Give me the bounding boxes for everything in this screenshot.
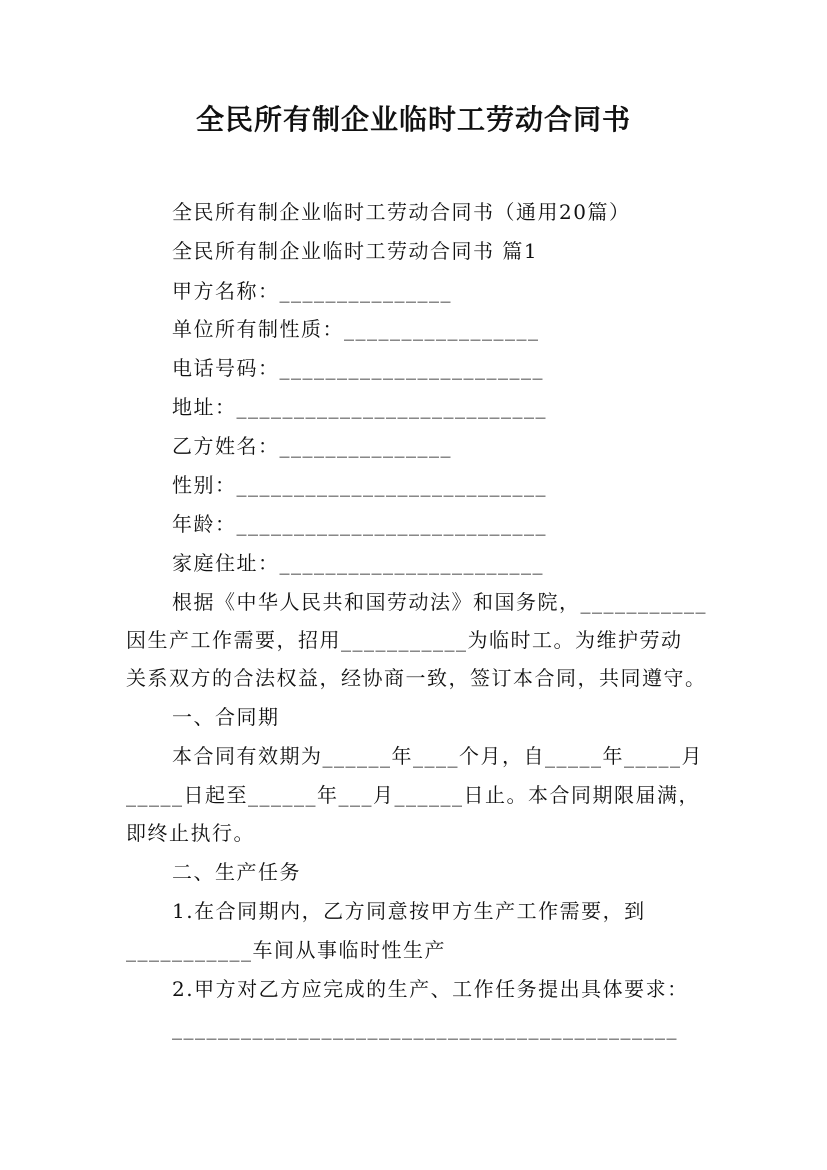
field-age: 年龄：___________________________ [172, 512, 547, 536]
document-subtitle: 全民所有制企业临时工劳动合同书（通用20篇） [172, 200, 631, 224]
document-title: 全民所有制企业临时工劳动合同书 [195, 103, 631, 136]
paragraph-task-1-line-2: ___________车间从事临时性生产 [126, 938, 446, 962]
field-party-b-name: 乙方姓名：_______________ [172, 434, 452, 458]
section-heading-contract-term: 一、合同期 [172, 705, 280, 729]
field-address: 地址：___________________________ [172, 395, 547, 419]
paragraph-task-2-line-1: 2.甲方对乙方应完成的生产、工作任务提出具体要求： [172, 977, 689, 1001]
paragraph-basis-line-3: 关系双方的合法权益，经协商一致，签订本合同，共同遵守。 [126, 666, 707, 690]
paragraph-term-line-3: 即终止执行。 [126, 821, 255, 845]
paragraph-basis-line-1: 根据《中华人民共和国劳动法》和国务院，___________ [172, 590, 707, 614]
paragraph-term-line-2: _____日起至______年___月______日止。本合同期限届满， [126, 783, 700, 807]
field-phone-number: 电话号码：_______________________ [172, 356, 544, 380]
paragraph-basis-line-2: 因生产工作需要，招用___________为临时工。为维护劳动 [126, 628, 683, 652]
paragraph-term-line-1: 本合同有效期为______年____个月，自_____年_____月 [172, 744, 703, 768]
field-party-a-name: 甲方名称：_______________ [172, 279, 452, 303]
blank-underline: ____________________________________________ [172, 1016, 678, 1040]
section-heading-part-1: 全民所有制企业临时工劳动合同书 篇1 [172, 239, 539, 263]
section-heading-production-tasks: 二、生产任务 [172, 860, 301, 884]
field-home-address: 家庭住址：_______________________ [172, 551, 544, 575]
paragraph-task-1-line-1: 1.在合同期内，乙方同意按甲方生产工作需要，到 [172, 899, 646, 923]
field-ownership-type: 单位所有制性质：_________________ [172, 317, 540, 341]
field-gender: 性别：___________________________ [172, 473, 547, 497]
